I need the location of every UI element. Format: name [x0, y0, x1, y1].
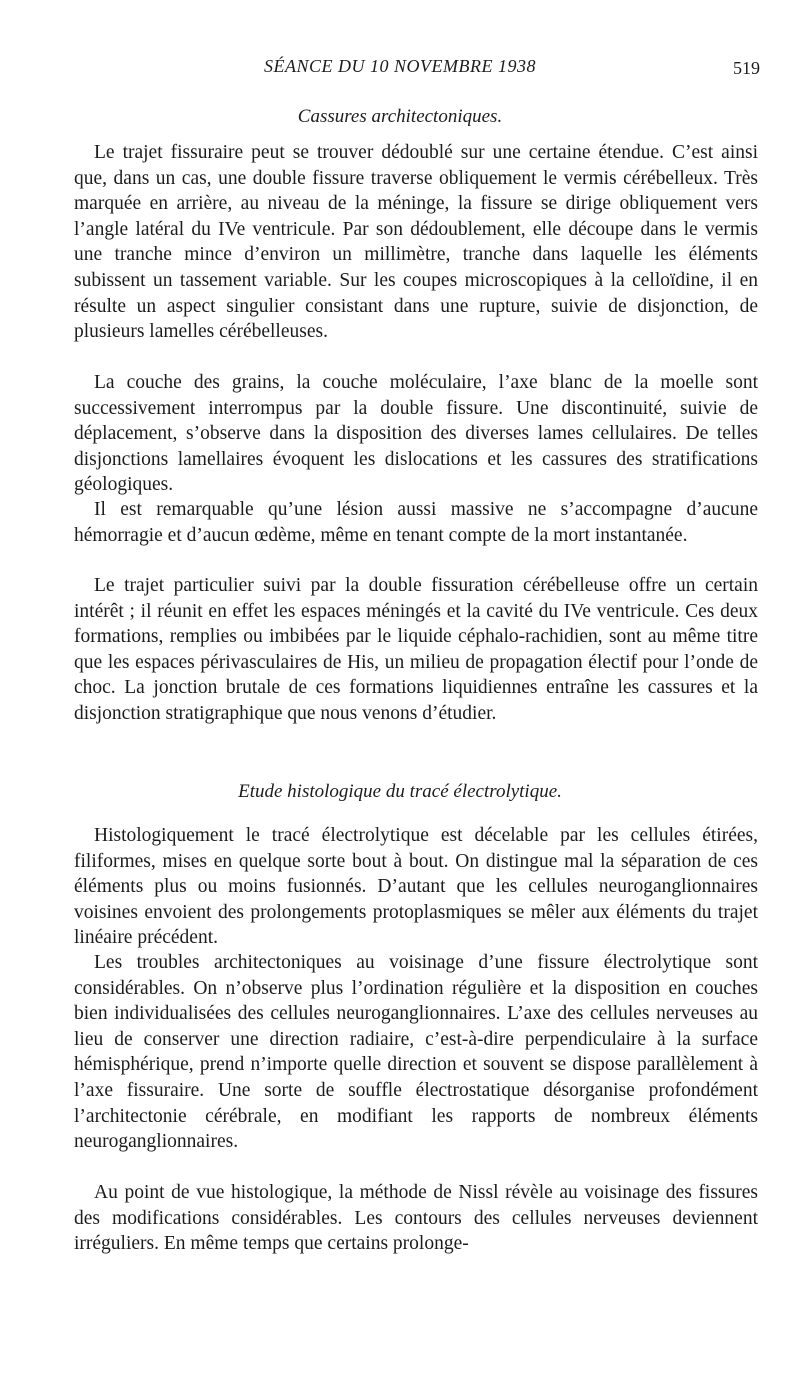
paragraph-troubles-architectoniques: Les troubles architectoniques au voisinage d’une fissure électrolytique sont considérables. On n’observe plus l’ordination régulière et la disposition en couches bien individualisées des cellules neuroganglionnaires. L’axe des cellules nerveuses au lieu de conserver une direction radiaire, c’est-à-dire perpendiculaire à la surface hémisphérique, prend n’importe quelle direction et souvent se dispose parallèlement à l’axe fissuraire. Une sorte de souffle électrostatique désorganise profondément l’architectonie cérébrale, en modifiant les rapports de nombreux éléments neuroganglionnaires. — [74, 952, 758, 1153]
running-head-title: SÉANCE DU 10 NOVEMBRE 1938 — [264, 56, 536, 76]
paragraph-double-fissuration: Le trajet particulier suivi par la double fissuration cérébelleuse offre un certain intérêt ; il réunit en effet les espaces méningés et la cavité du IVe ventricule. Ces deux formations, remplies ou imbibées par le liquide céphalo-rachidien, sont au même titre que les espaces périvasculaires de His, un milieu de propagation électif pour l’onde de choc. La jonction brutale de ces formations liquidiennes entraîne les cassures et la disjonction stratigraphique que nous venons d’étudier. — [74, 575, 758, 724]
paragraph-lesion-massive: Il est remarquable qu’une lésion aussi massive ne s’accompagne d’aucune hémorragie et d’aucun œdème, même en tenant compte de la mort instantanée. — [74, 499, 758, 546]
paragraph-histologiquement: Histologiquement le tracé électrolytique est décelable par les cellules étirées, filiformes, mises en quelque sorte bout à bout. On distingue mal la séparation de ces éléments plus ou moins fusionnés. D’autant que les cellules neuroganglionnaires voisines envoient des prolongements protoplasmiques se mêler aux éléments du trajet linéaire précédent. — [74, 825, 758, 949]
section-title-etude-histologique: Etude histologique du tracé électrolytique. — [238, 781, 562, 802]
paragraph-couche-grains: La couche des grains, la couche moléculaire, l’axe blanc de la moelle sont successivement interrompus par la double fissure. Une discontinuité, suivie de déplacement, s’observe dans la disposition des diverses lames cellulaires. De telles disjonctions lamellaires évoquent les dislocations et les cassures des stratifications géologiques. — [74, 372, 758, 496]
paragraph-methode-nissl: Au point de vue histologique, la méthode de Nissl révèle au voisinage des fissures des modifications considérables. Les contours des cellules nerveuses deviennent irréguliers. En même temps que certains prolonge- — [74, 1182, 758, 1255]
running-head — [0, 54, 800, 84]
paragraph-trajet-fissuraire: Le trajet fissuraire peut se trouver dédoublé sur une certaine étendue. C’est ainsi que, dans un cas, une double fissure traverse obliquement le vermis cérébelleux. Très marquée en arrière, au niveau de la méninge, la fissure se dirige obliquement vers l’angle latéral du IVe ventricule. Par son dédoublement, elle découpe dans le vermis une tranche mince d’environ un millimètre, tranche dans laquelle les éléments subissent un tassement variable. Sur les coupes microscopiques à la celloïdine, il en résulte un aspect singulier consistant dans une rupture, suivie de disjonction, de plusieurs lamelles cérébelleuses. — [74, 142, 758, 343]
page-number: 519 — [733, 58, 760, 78]
section-title-cassures: Cassures architectoniques. — [297, 106, 503, 127]
